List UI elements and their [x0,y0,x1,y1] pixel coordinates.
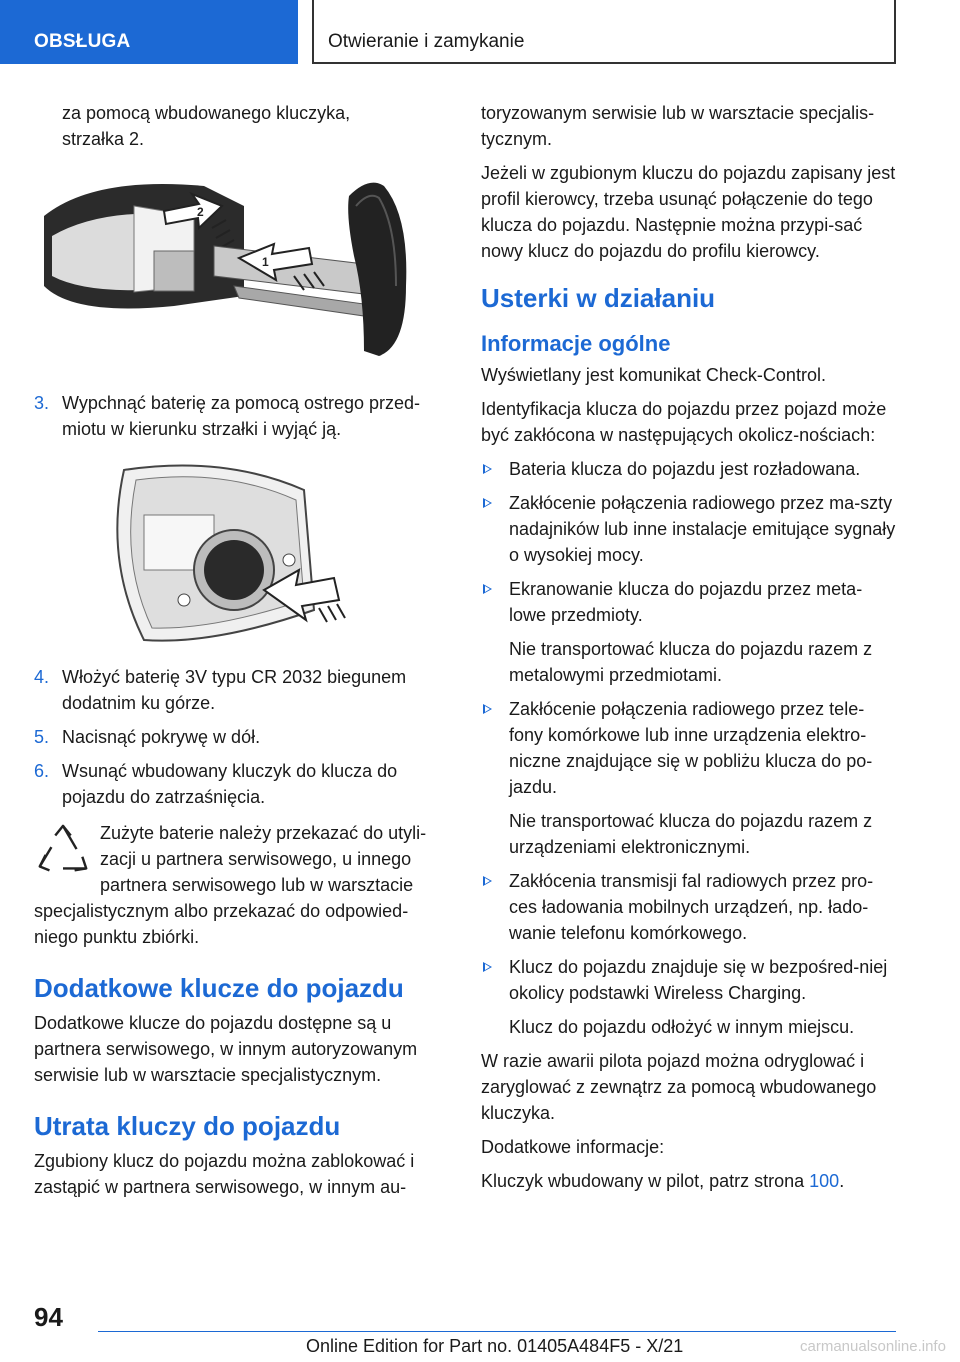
step-text: Nacisnąć pokrywę w dół. [62,727,261,747]
page-reference-link[interactable]: 100 [809,1171,840,1191]
heading-extra-keys: Dodatkowe klucze do pojazdu [34,973,404,1003]
step-6 [34,758,444,810]
step-number: 3. [34,393,50,413]
key-figure-2 [34,460,444,650]
bullet-subtext: Nie transportować klucza do pojazdu razem z urządzeniami elektronicznymi. [509,811,873,857]
step-text: Włożyć baterię 3V typu CR 2032 biegunem dodatnim ku górze. [62,667,407,713]
triangle-bullet-icon [483,704,492,714]
step-5 [34,724,444,750]
left-column [34,100,444,1208]
bullet-item: Ekranowanie klucza do pojazdu przez meta-lowe przedmioty. [481,576,897,628]
battery-illustration [34,460,444,650]
step-number: 5. [34,727,50,747]
step-text: Wypchnąć baterię za pomocą ostrego przed-miotu w kierunku strzałki i wyjąć ją. [62,393,421,439]
heading-lost-keys: Utrata kluczy do pojazdu [34,1111,341,1141]
triangle-bullet-icon [483,464,492,474]
arrow-label-2: 2 [197,205,204,219]
triangle-bullet-icon [483,498,492,508]
footer-divider [98,1331,896,1332]
heading-malfunction: Usterki w działaniu [481,283,716,313]
recycle-text: Zużyte baterie należy przekazać do utyli-zacji u partnera serwisowego, u innego partnera serwisowego lub w warsztacie specjalistycznym albo przekazać do odpowied-niego punktu zbiórki. [34,823,427,947]
triangle-bullet-icon [483,876,492,886]
bullet-item: Zakłócenia transmisji fal radiowych przez pro-ces ładowania mobilnych urządzeń, np. łado-wanie telefonu komórkowego. [481,868,897,946]
step-text: Wsunąć wbudowany kluczyk do klucza do pojazdu do zatrzaśnięcia. [62,761,398,807]
section-tab: OBSŁUGA [0,0,298,64]
step-4 [34,664,444,716]
triangle-bullet-icon [483,962,492,972]
recycle-note [34,820,444,950]
step-3 [34,390,444,442]
edition-text: Online Edition for Part no. 01405A484F5 - X/21 [306,1336,684,1356]
recycle-icon [34,822,92,880]
bullet-item: Klucz do pojazdu znajduje się w bezpośred-niej okolicy podstawki Wireless Charging. [481,954,897,1006]
arrow-label-1: 1 [262,255,269,269]
bullet-subtext: Nie transportować klucza do pojazdu razem z metalowymi przedmiotami. [509,639,873,685]
lost-keys-text: Zgubiony klucz do pojazdu można zablokować i zastąpić w partnera serwisowego, w innym au- [34,1151,415,1197]
right-column [481,100,897,1202]
page-number: 94 [34,1302,63,1332]
continued-text: toryzowanym serwisie lub w warsztacie specjalis-tycznym. [481,103,875,149]
bullet-item: Zakłócenie połączenia radiowego przez tele-fony komórkowe lub inne urządzenia elektro-niczne znajdujące się w pobliżu klucza do po-jazdu. [481,696,897,800]
bullet-item: Zakłócenie połączenia radiowego przez ma-szty nadajników lub inne instalacje emitujące sygnały o wysokiej mocy. [481,490,897,568]
key-figure-1 [34,176,444,376]
watermark: carmanualsonline.info [800,1338,946,1355]
more-info-label: Dodatkowe informacje: [481,1137,665,1157]
triangle-bullet-icon [483,584,492,594]
check-control-text: Wyświetlany jest komunikat Check-Control. [481,365,826,385]
extra-keys-text: Dodatkowe klucze do pojazdu dostępne są u partnera serwisowego, w innym autoryzowanym serwisie lub w warsztacie specjalistycznym. [34,1013,418,1085]
step-number: 4. [34,667,50,687]
heading-general-info: Informacje ogólne [481,331,671,356]
bullet-subtext: Klucz do pojazdu odłożyć w innym miejscu. [509,1017,855,1037]
identification-text: Identyfikacja klucza do pojazdu przez pojazd może być zakłócona w następujących okolicz-nościach: [481,399,887,445]
emergency-text: W razie awarii pilota pojazd można odryglować i zaryglować z zewnątrz za pomocą wbudowanego kluczyka. [481,1051,877,1123]
driver-profile-text: Jeżeli w zgubionym kluczu do pojazdu zapisany jest profil kierowcy, trzeba usunąć połączenie do tego klucza do pojazdu. Następnie można przypi-sać nowy klucz do pojazdu do profilu kierowcy. [481,163,896,261]
reference-text: Kluczyk wbudowany w pilot, patrz strona 100. [481,1171,845,1191]
intro-text: za pomocą wbudowanego kluczyka, strzałka 2. [62,103,351,149]
key-blade-illustration [34,176,444,376]
bullet-item: Bateria klucza do pojazdu jest rozładowana. [481,456,897,482]
step-number: 6. [34,761,50,781]
chapter-title: Otwieranie i zamykanie [312,0,896,64]
